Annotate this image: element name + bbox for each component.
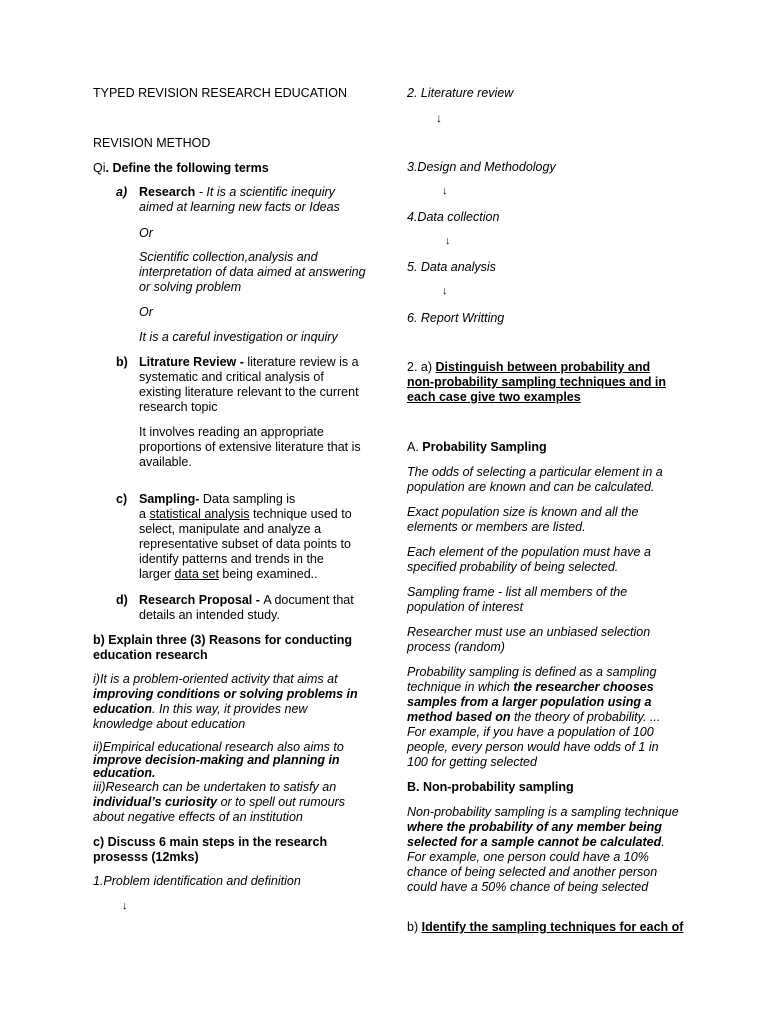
- question-1-text: . Define the following terms: [105, 161, 269, 175]
- document-title: TYPED REVISION RESEARCH EDUCATION: [93, 86, 347, 100]
- research-definition: [139, 185, 367, 215]
- sampling-def-4b: being examined..: [218, 567, 318, 581]
- question-2b-text: Identify the sampling techniques for each of: [421, 920, 684, 934]
- sampling-def-4a: larger: [139, 567, 175, 581]
- research-def-line2: aimed at learning new facts or Ideas: [139, 200, 340, 214]
- research-term: Research: [139, 185, 196, 199]
- litrev-def-text: literature review is a systematic and critical analysis of existing literature relevant to the current research topic: [139, 355, 359, 414]
- nonprobability-heading: B. Non-probability sampling: [407, 780, 574, 794]
- down-arrow-icon: ↓: [445, 235, 451, 247]
- proposal-def-text: A document that details an intended study.: [139, 593, 354, 622]
- reason-1-a: i)It is a problem-oriented activity that aims at: [93, 672, 338, 686]
- item-d-marker: d): [116, 593, 128, 607]
- reason-1: [93, 672, 363, 732]
- probability-heading: [407, 440, 547, 455]
- item-a-marker: a): [116, 185, 128, 199]
- data-set-link[interactable]: data set: [174, 567, 219, 581]
- question-c-heading: c) Discuss 6 main steps in the research prosesss (12mks): [93, 835, 328, 864]
- nonprobability-c: . For example, one person could have a 10% chance of being selected and another person could have a 50% chance of being selected: [407, 835, 665, 894]
- research-alt-definition-1: Scientific collection,analysis and interpretation of data aimed at answering or solving problem: [139, 250, 366, 294]
- reason-2: [93, 741, 363, 780]
- reason-2-a: ii)Empirical educational research also aims to: [93, 740, 344, 754]
- probability-point-1: The odds of selecting a particular element in a population are known and can be calculated.: [407, 465, 663, 494]
- reason-3-b: individual’s curiosity: [93, 795, 218, 809]
- sampling-def-3: select, manipulate and analyze a representative subset of data points to identify patterns and trends in the: [139, 522, 351, 566]
- sampling-def-1: Data sampling is: [199, 492, 296, 506]
- step-4: 4.Data collection: [407, 210, 500, 224]
- question-2b-heading: [407, 920, 683, 935]
- reason-3-c: or to spell out rumours about negative effects of an institution: [93, 795, 345, 824]
- question-1-prefix: Qi: [93, 161, 106, 175]
- sampling-definition: [139, 492, 367, 582]
- probability-title: Probability Sampling: [422, 440, 547, 454]
- question-2a-prefix: 2. a): [407, 360, 436, 374]
- or-text-2: Or: [139, 305, 153, 319]
- down-arrow-icon: ↓: [442, 285, 448, 297]
- question-2a-heading: [407, 360, 677, 405]
- probability-point-5: Researcher must use an unbiased selection process (random): [407, 625, 651, 654]
- reason-1-c: . In this way, it provides new knowledge about education: [93, 702, 308, 731]
- litrev-definition: [139, 355, 367, 415]
- probability-prefix: A.: [407, 440, 423, 454]
- research-alt-definition-2: It is a careful investigation or inquiry: [139, 330, 338, 344]
- proposal-definition: [139, 593, 367, 623]
- probability-p6-b: the researcher chooses samples from a larger population using a method based on: [407, 680, 654, 724]
- nonprobability-definition: [407, 805, 679, 895]
- nonprobability-b: where the probability of any member being selected for a sample cannot be calculated: [407, 820, 662, 849]
- question-b-heading: b) Explain three (3) Reasons for conducting education research: [93, 633, 353, 662]
- down-arrow-icon: ↓: [122, 900, 128, 912]
- sampling-term: Sampling-: [139, 492, 200, 506]
- step-5: 5. Data analysis: [407, 260, 496, 274]
- research-def-line1: - It is a scientific inequiry: [195, 185, 335, 199]
- proposal-term: Research Proposal -: [139, 593, 264, 607]
- revision-method-heading: REVISION METHOD: [93, 136, 211, 150]
- probability-p6-c: the theory of probability. ... For example, if you have a population of 100 people, every person would have odds of 1 in 100 for getting selected: [407, 710, 661, 769]
- reason-1-b: improving conditions or solving problems in education: [93, 687, 358, 716]
- reason-2-b: improve decision-making and planning in education.: [93, 753, 340, 780]
- or-text-1: Or: [139, 226, 153, 240]
- step-3: 3.Design and Methodology: [407, 160, 556, 174]
- nonprobability-a: Non-probability sampling is a sampling technique: [407, 805, 679, 819]
- step-6: 6. Report Writting: [407, 311, 505, 325]
- reason-3-a: iii)Research can be undertaken to satisfy an: [93, 780, 337, 794]
- down-arrow-icon: ↓: [442, 185, 448, 197]
- question-1-heading: [93, 161, 269, 176]
- sampling-def-2a: a: [139, 507, 150, 521]
- down-arrow-icon: ↓: [436, 111, 442, 125]
- question-2b-prefix: b): [407, 920, 422, 934]
- question-2a-text: Distinguish between probability and non-probability sampling techniques and in each case give two examples: [407, 360, 667, 404]
- sampling-def-2b: technique used to: [249, 507, 352, 521]
- probability-point-4: Sampling frame - list all members of the population of interest: [407, 585, 628, 614]
- probability-point-3: Each element of the population must have a specified probability of being selected.: [407, 545, 651, 574]
- statistical-analysis-link[interactable]: statistical analysis: [149, 507, 250, 521]
- step-1: 1.Problem identification and definition: [93, 874, 301, 888]
- probability-point-6: [407, 665, 679, 770]
- probability-point-2: Exact population size is known and all the elements or members are listed.: [407, 505, 639, 534]
- item-c-marker: c): [116, 492, 128, 506]
- probability-p6-a: Probability sampling is defined as a sampling technique in which: [407, 665, 657, 694]
- item-b-marker: b): [116, 355, 128, 369]
- step-2: 2. Literature review: [407, 86, 514, 100]
- litrev-term: Litrature Review -: [139, 355, 248, 369]
- litrev-def-2: It involves reading an appropriate proportions of extensive literature that is available.: [139, 425, 361, 469]
- reason-3: [93, 780, 363, 825]
